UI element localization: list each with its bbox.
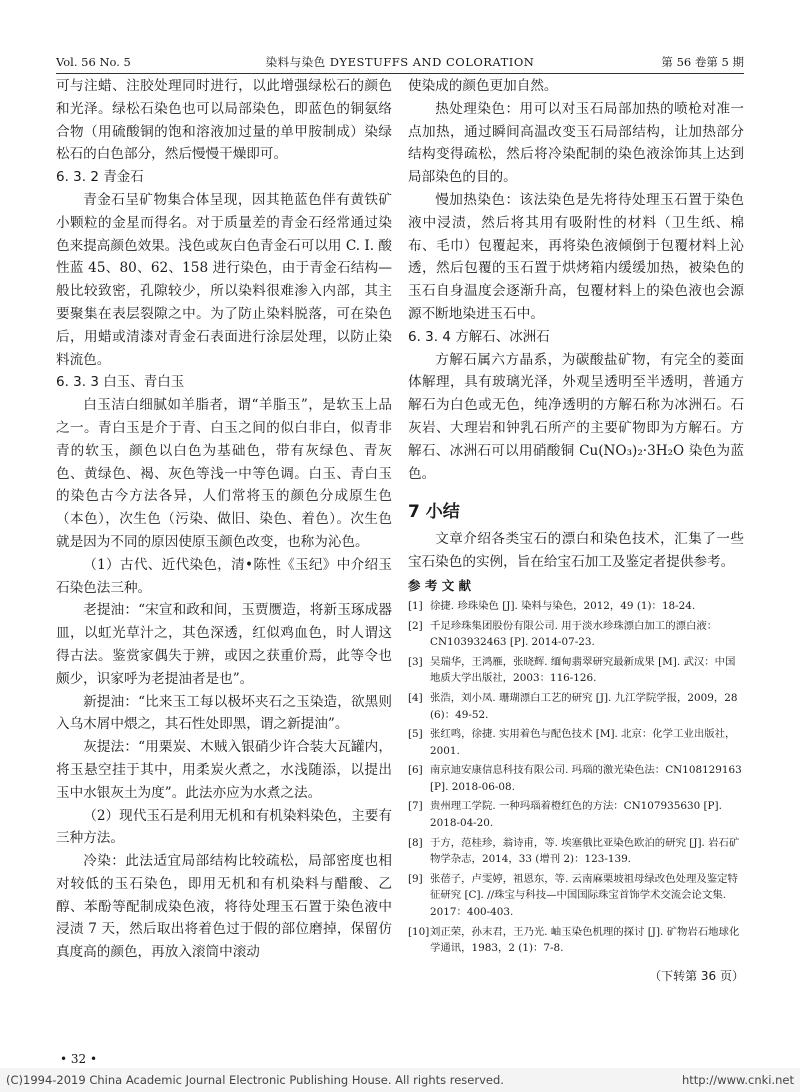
reference-item <box>408 871 744 921</box>
reference-text: 吴瑞华，王鸿雁，张晓辉. 缅甸翡翠研究最新成果 [M]. 武汉：中国地质大学出版社，2003：116-126. <box>430 655 736 685</box>
section-heading-6-3-2: 6. 3. 2 青金石 <box>56 169 144 186</box>
paragraph-summary: 文章介绍各类宝石的漂白和染色技术，汇集了一些宝石染色的实例，旨在给宝石加工及鉴定者提供参考。 <box>408 531 744 571</box>
reference-item <box>408 924 744 957</box>
reference-number: [4] <box>408 691 423 704</box>
continued-note: （下转第 36 页） <box>649 968 744 983</box>
journal-title: 染料与染色 DYESTUFFS AND COLORATION <box>265 55 535 69</box>
reference-item <box>408 618 744 651</box>
references-heading: 参 考 文 献 <box>408 577 472 593</box>
page-number: • 32 • <box>60 1052 98 1066</box>
volume-issue-en: Vol. 56 No. 5 <box>56 55 131 69</box>
paragraph-cold-dye: 冷染：此法适宜局部结构比较疏松，局部密度也相对较低的玉石染色，即用无机和有机染料与醋酸、乙醇、苯酚等配制成染色液，将待处理玉石置于染色液中浸渍 7 天，然后取出将着色过于假的部位磨掉，保留仿真度高的颜色，再放入滚筒中滚动 <box>56 853 392 961</box>
left-column <box>56 75 392 964</box>
reference-number: [5] <box>408 728 423 741</box>
volume-issue-cn: 第 56 卷第 5 期 <box>661 55 744 69</box>
paragraph-turquoise-cont: 可与注蜡、注胶处理同时进行，以此增强绿松石的颜色和光泽。绿松石染色也可以局部染色，即蓝色的铜氨络合物（用硫酸铜的饱和溶液加过量的单甲胺制成）染绿松石的白色部分，然后慢慢干燥即可。 <box>56 78 392 163</box>
reference-text: 贵州理工学院. 一种玛瑙着橙红色的方法：CN107935630 [P]. 2018-04-20. <box>430 800 722 830</box>
reference-item <box>408 598 744 615</box>
reference-text: 张蓓子，卢雯婷，祖恩东，等. 云南麻栗坡祖母绿改色处理及鉴定特征研究 [C]. //珠宝与科技—中国国际珠宝首饰学术交流会论文集. 2017：400-403. <box>430 872 738 919</box>
reference-number: [3] <box>408 655 423 668</box>
copyright-footer <box>0 1068 800 1092</box>
paragraph-modern-methods: （2）现代玉石是利用无机和有机染料染色，主要有三种方法。 <box>56 807 392 847</box>
paragraph-ash-method: 灰提法：“用栗炭、木贼入银硝少许合装大瓦罐内，将玉悬空挂于其中，用柔炭火煮之，水浅随添，以提出玉中水银灰土为度”。此法亦应为水煮之法。 <box>56 739 392 801</box>
reference-number: [6] <box>408 764 423 777</box>
reference-number: [10] <box>408 925 430 938</box>
paragraph-heat-dye: 热处理染色：用可以对玉石局部加热的喷枪对准一点加热，通过瞬间高温改变玉石局部结构，让加热部分结构变得疏松，然后将冷染配制的染色液涂饰其上达到局部染色的目的。 <box>408 100 744 186</box>
reference-item <box>408 690 744 723</box>
reference-number: [8] <box>408 836 423 849</box>
reference-text: 刘正荣，孙末君，王乃光. 岫玉染色机理的探讨 [J]. 矿物岩石地球化学通讯，1983，2 (1)：7-8. <box>430 925 740 955</box>
paragraph-ancient-methods: （1）古代、近代染色，清•陈性《玉纪》中介绍玉石染色法三种。 <box>56 556 392 596</box>
reference-item <box>408 762 744 795</box>
reference-text: 徐捷. 珍珠染色 [J]. 染料与染色，2012，49 (1)：18-24. <box>430 599 696 612</box>
paragraph-lapis: 青金石呈矿物集合体呈现，因其艳蓝色伴有黄铁矿小颗粒的金星而得名。对于质量差的青金石经常通过染色来提高颜色效果。浅色或灰白色青金石可以用 C. I. 酸性蓝 45、80、62、158 进行染色，由于青金石结构—般比较致密，孔隙较少，所以染料很难渗入内部，其主要聚集在表层裂隙之中。为了防止染料脱落，可在染色后，用蜡或清漆对青金石表面进行涂层处理，以防止染料流色。 <box>56 191 392 368</box>
reference-item <box>408 798 744 831</box>
reference-number: [7] <box>408 800 423 813</box>
header-rule <box>56 73 744 74</box>
reference-text: 南京迪安康信息科技有限公司. 玛瑙的激光染色法：CN108129163 [P]. 2018-06-08. <box>430 764 742 793</box>
reference-text: 张浩，刘小凤. 珊瑚漂白工艺的研究 [J]. 九江学院学报，2009，28 (6)：49-52. <box>430 691 738 721</box>
section-heading-6-3-4: 6. 3. 4 方解石、冰洲石 <box>408 328 550 345</box>
paragraph-new-oil: 新提油：“比来玉工每以极坏夹石之玉染造，欲黑则入乌木屑中煨之，其石性处即黑，谓之新提油”。 <box>56 693 392 733</box>
reference-number: [1] <box>408 599 423 612</box>
paragraph-old-oil: 老提油：“宋宣和政和间，玉贾赝造，将新玉琢成器皿，以虹光草汁之，其色深透，红似鸡血色，时人谓这得古法。鉴赏家偶失于辨，或因之获重价焉，此等令也颇少，识家呼为老提油者是也”。 <box>56 602 392 687</box>
running-header <box>56 54 744 70</box>
section-heading-7: 7 小结 <box>408 502 460 523</box>
paragraph-slow-heat-dye: 慢加热染色：该法染色是先将待处理玉石置于染色液中浸渍，然后将其用有吸附性的材料（卫生纸、棉布、毛巾）包覆起来，再将染色液倾倒于包覆材料上沁透，然后包覆的玉石置于烘烤箱内缓缓加热，被染色的玉石自身温度会逐渐升高，包覆材料上的染色液也会源源不断地染进玉石中。 <box>408 191 744 322</box>
paragraph-calcite: 方解石属六方晶系，为碳酸盐矿物，有完全的菱面体解理，具有玻璃光泽，外观呈透明至半透明，普通方解石为白色或无色，纯净透明的方解石称为冰洲石。石灰岩、大理岩和钟乳石所产的主要矿物即为方解石。方解石、冰洲石可以用硝酸铜 Cu(NO₃)₂·3H₂O 染色为蓝色。 <box>408 351 744 482</box>
cnki-link[interactable]: http://www.cnki.net <box>681 1073 794 1087</box>
reference-list <box>408 598 744 957</box>
reference-number: [9] <box>408 872 423 885</box>
reference-text: 张红鸣，徐捷. 实用着色与配色技术 [M]. 北京：化学工业出版社，2001. <box>430 728 736 757</box>
right-column <box>408 75 744 988</box>
reference-text: 千足珍珠集团股份有限公司. 用于淡水珍珠漂白加工的漂白液：CN103932463 [P]. 2014-07-23. <box>430 619 718 649</box>
copyright-text: (C)1994-2019 China Academic Journal Electronic Publishing House. All rights reserved. <box>6 1073 504 1087</box>
paragraph-jade: 白玉洁白细腻如羊脂者，谓“羊脂玉”，是软玉上品之一。青白玉是介于青、白玉之间的似白非白，似青非青的软玉，颜色以白色为基础色，带有灰绿色、青灰色、黄绿色、褐、灰色等浅一中等色调。白玉、青白玉的染色古今方法各异，人们常将玉的颜色分成原生色（本色），次生色（污染、做旧、染色、着色）。次生色就是因为不同的原因使原玉颜色改变，也称为沁色。 <box>56 397 392 550</box>
reference-item <box>408 835 744 868</box>
reference-item <box>408 726 744 759</box>
paragraph-cold-dye-cont: 使染成的颜色更加自然。 <box>408 78 558 94</box>
reference-text: 于方，范桂珍，翁诗甫，等. 埃塞俄比亚染色欧泊的研究 [J]. 岩石矿物学杂志，2014，33 (增刊 2)：123-139. <box>430 836 740 866</box>
section-heading-6-3-3: 6. 3. 3 白玉、青白玉 <box>56 374 185 391</box>
reference-number: [2] <box>408 619 423 632</box>
reference-item <box>408 654 744 687</box>
